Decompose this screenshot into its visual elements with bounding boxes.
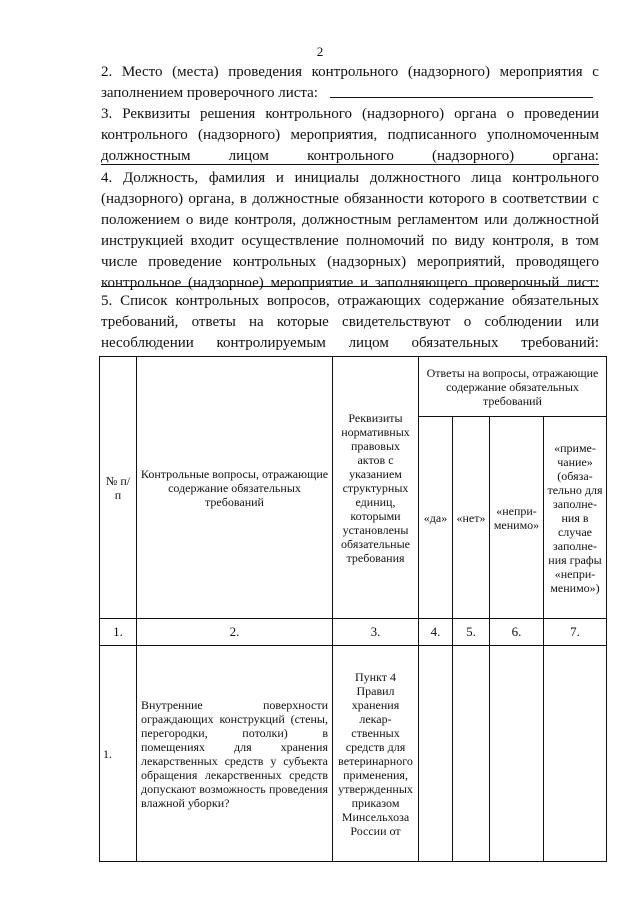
col-number-2: 2.	[137, 619, 333, 646]
section-3-line-2	[101, 125, 599, 146]
section-4	[101, 168, 599, 294]
word: 4.	[101, 170, 113, 186]
word: (места)	[172, 64, 219, 80]
header-yes: «да»	[419, 417, 453, 619]
word: положением	[101, 212, 180, 228]
word: в	[561, 233, 569, 249]
answer-no-cell[interactable]	[453, 646, 490, 862]
section-5-line-2	[101, 312, 599, 333]
word: должностным	[101, 148, 191, 164]
header-answers-group: Ответы на вопросы, отражающие содержание обязательных требований	[419, 357, 607, 417]
word: Реквизиты	[122, 106, 191, 122]
col-number-7: 7.	[544, 619, 607, 646]
col-number-3: 3.	[333, 619, 419, 646]
section-5-line-1	[101, 291, 599, 312]
word: решения	[200, 106, 256, 122]
section-4-line-5	[101, 252, 599, 273]
table-row	[100, 646, 607, 862]
word: 3.	[101, 106, 113, 122]
word: подписанного	[387, 127, 477, 143]
page-number: 2	[316, 44, 324, 59]
section-4-line-3	[101, 210, 599, 231]
word: контрольное	[101, 275, 182, 291]
word: должностным	[302, 212, 392, 228]
col-number-6: 6.	[490, 619, 544, 646]
word: должностные	[252, 191, 339, 207]
official-blank-field[interactable]	[101, 286, 599, 287]
word: органа,	[188, 191, 235, 207]
word: проводящего	[515, 254, 599, 270]
word: числе	[101, 254, 138, 270]
word: или	[484, 212, 508, 228]
word: (надзорное)	[188, 275, 264, 291]
section-4-line-2	[101, 189, 599, 210]
word: (надзорного)	[432, 148, 515, 164]
word: обязанности	[344, 191, 424, 207]
word: или	[575, 314, 599, 330]
word: органа:	[552, 148, 599, 164]
row-requisite: Пункт 4 Правил хранения лекар-ственных средств для ветеринарного применения, утвержденных приказом Минсельхоза России от	[333, 646, 419, 862]
word: контрольных	[175, 293, 259, 309]
word: с	[592, 191, 599, 207]
word: контроля,	[492, 233, 554, 249]
word: контрольного	[512, 170, 599, 186]
word: лицом	[228, 148, 269, 164]
word: виду	[454, 233, 485, 249]
word: о	[463, 314, 472, 330]
word: мероприятие	[270, 275, 354, 291]
col-number-5: 5.	[453, 619, 490, 646]
word: с	[592, 64, 599, 80]
word: требований:	[521, 335, 599, 351]
word: лица	[471, 170, 502, 186]
word: должностной	[513, 212, 599, 228]
answer-yes-cell[interactable]	[419, 646, 453, 862]
word: которые	[276, 314, 329, 330]
word: 5.	[101, 293, 113, 309]
word: в	[239, 191, 247, 207]
place-blank-field[interactable]	[330, 83, 593, 98]
word: контрольного	[311, 64, 399, 80]
word: фамилия	[208, 170, 266, 186]
word: контролируемым	[216, 335, 326, 351]
answer-note-cell[interactable]	[544, 646, 607, 862]
section-2-line-1	[101, 62, 599, 83]
word: уполномоченным	[486, 127, 599, 143]
word: Место	[121, 64, 163, 80]
word: контроля,	[234, 212, 297, 228]
section-4-line-1	[101, 168, 599, 189]
word: мероприятий,	[417, 254, 505, 270]
section-5	[101, 291, 599, 354]
word: виде	[199, 212, 229, 228]
word: которого	[428, 191, 485, 207]
word: лицом	[348, 335, 389, 351]
word: проведения	[228, 64, 302, 80]
section-5-line-3	[101, 333, 599, 354]
word: Список	[120, 293, 168, 309]
word: (надзорного)	[362, 106, 445, 122]
word: инициалы	[294, 170, 360, 186]
word: вопросов,	[266, 293, 330, 309]
word: требований,	[101, 314, 179, 330]
section-2	[101, 62, 599, 104]
word: содержание	[428, 293, 505, 309]
word: мероприятия	[499, 64, 583, 80]
word: контрольных	[232, 254, 317, 270]
word: мероприятия,	[290, 127, 378, 143]
word: о	[185, 212, 194, 228]
col-number-4: 4.	[419, 619, 453, 646]
word: соблюдении	[484, 314, 563, 330]
header-requisites: Реквизиты нормативных правовых актов с указанием структурных единиц, которыми установлены обязательные требования	[333, 357, 419, 619]
section-2-text: заполнением проверочного листа:	[101, 85, 318, 101]
section-4-line-4	[101, 231, 599, 252]
word: 2.	[101, 64, 113, 80]
word: лист:	[566, 275, 599, 291]
word: проведении	[524, 106, 599, 122]
row-num: 1.	[100, 646, 137, 862]
row-question: Внутренние поверхности ограждающих конструкций (стены, перегородки, потолки) в помещениях для хранения лекарственных средств у субъекта обращения лекарственных средств допускают возможность проведения влажной уборки?	[137, 646, 333, 862]
word: обязательных	[512, 293, 599, 309]
word: Должность,	[122, 170, 199, 186]
word: обязательных	[411, 335, 499, 351]
section-3-line-1	[101, 104, 599, 125]
header-na: «непри-менимо»	[490, 417, 544, 619]
word: проведение	[148, 254, 222, 270]
word: регламентом	[397, 212, 479, 228]
word: (надзорных)	[327, 254, 407, 270]
word: в	[489, 191, 498, 207]
requisites-blank-field[interactable]	[101, 164, 599, 165]
word: и	[275, 170, 284, 186]
word: и	[360, 275, 369, 291]
word: о	[506, 106, 515, 122]
word: (надзорного)	[101, 191, 184, 207]
word: контрольного	[265, 106, 353, 122]
word: том	[575, 233, 599, 249]
word: должностного	[369, 170, 461, 186]
word: на	[249, 314, 264, 330]
header-num: № п/п	[100, 357, 137, 619]
word: проверочный	[474, 275, 560, 291]
header-no: «нет»	[453, 417, 490, 619]
word: свидетельствуют	[342, 314, 451, 330]
word: заполняющего	[374, 275, 468, 291]
word: контрольного	[307, 148, 394, 164]
word: соответствии	[502, 191, 588, 207]
answer-na-cell[interactable]	[490, 646, 544, 862]
word: ответы	[191, 314, 236, 330]
word: (надзорного)	[407, 64, 491, 80]
section-3	[101, 104, 599, 167]
word: полномочий	[346, 233, 425, 249]
word: по	[431, 233, 448, 249]
section-2-line-2	[101, 83, 599, 104]
word: (надзорного)	[198, 127, 281, 143]
header-questions: Контрольные вопросы, отражающие содержание обязательных требований	[137, 357, 333, 619]
word: входит	[190, 233, 234, 249]
checklist-table	[99, 356, 607, 862]
word: несоблюдении	[101, 335, 194, 351]
header-note: «приме-чание» (обяза-тельно для заполне-ния в случае заполне-ния графы «непри-менимо»)	[544, 417, 607, 619]
col-number-1: 1.	[100, 619, 137, 646]
word: осуществление	[241, 233, 339, 249]
word: контрольного	[101, 127, 188, 143]
word: отражающих	[337, 293, 422, 309]
word: инструкцией	[101, 233, 184, 249]
word: органа	[454, 106, 497, 122]
